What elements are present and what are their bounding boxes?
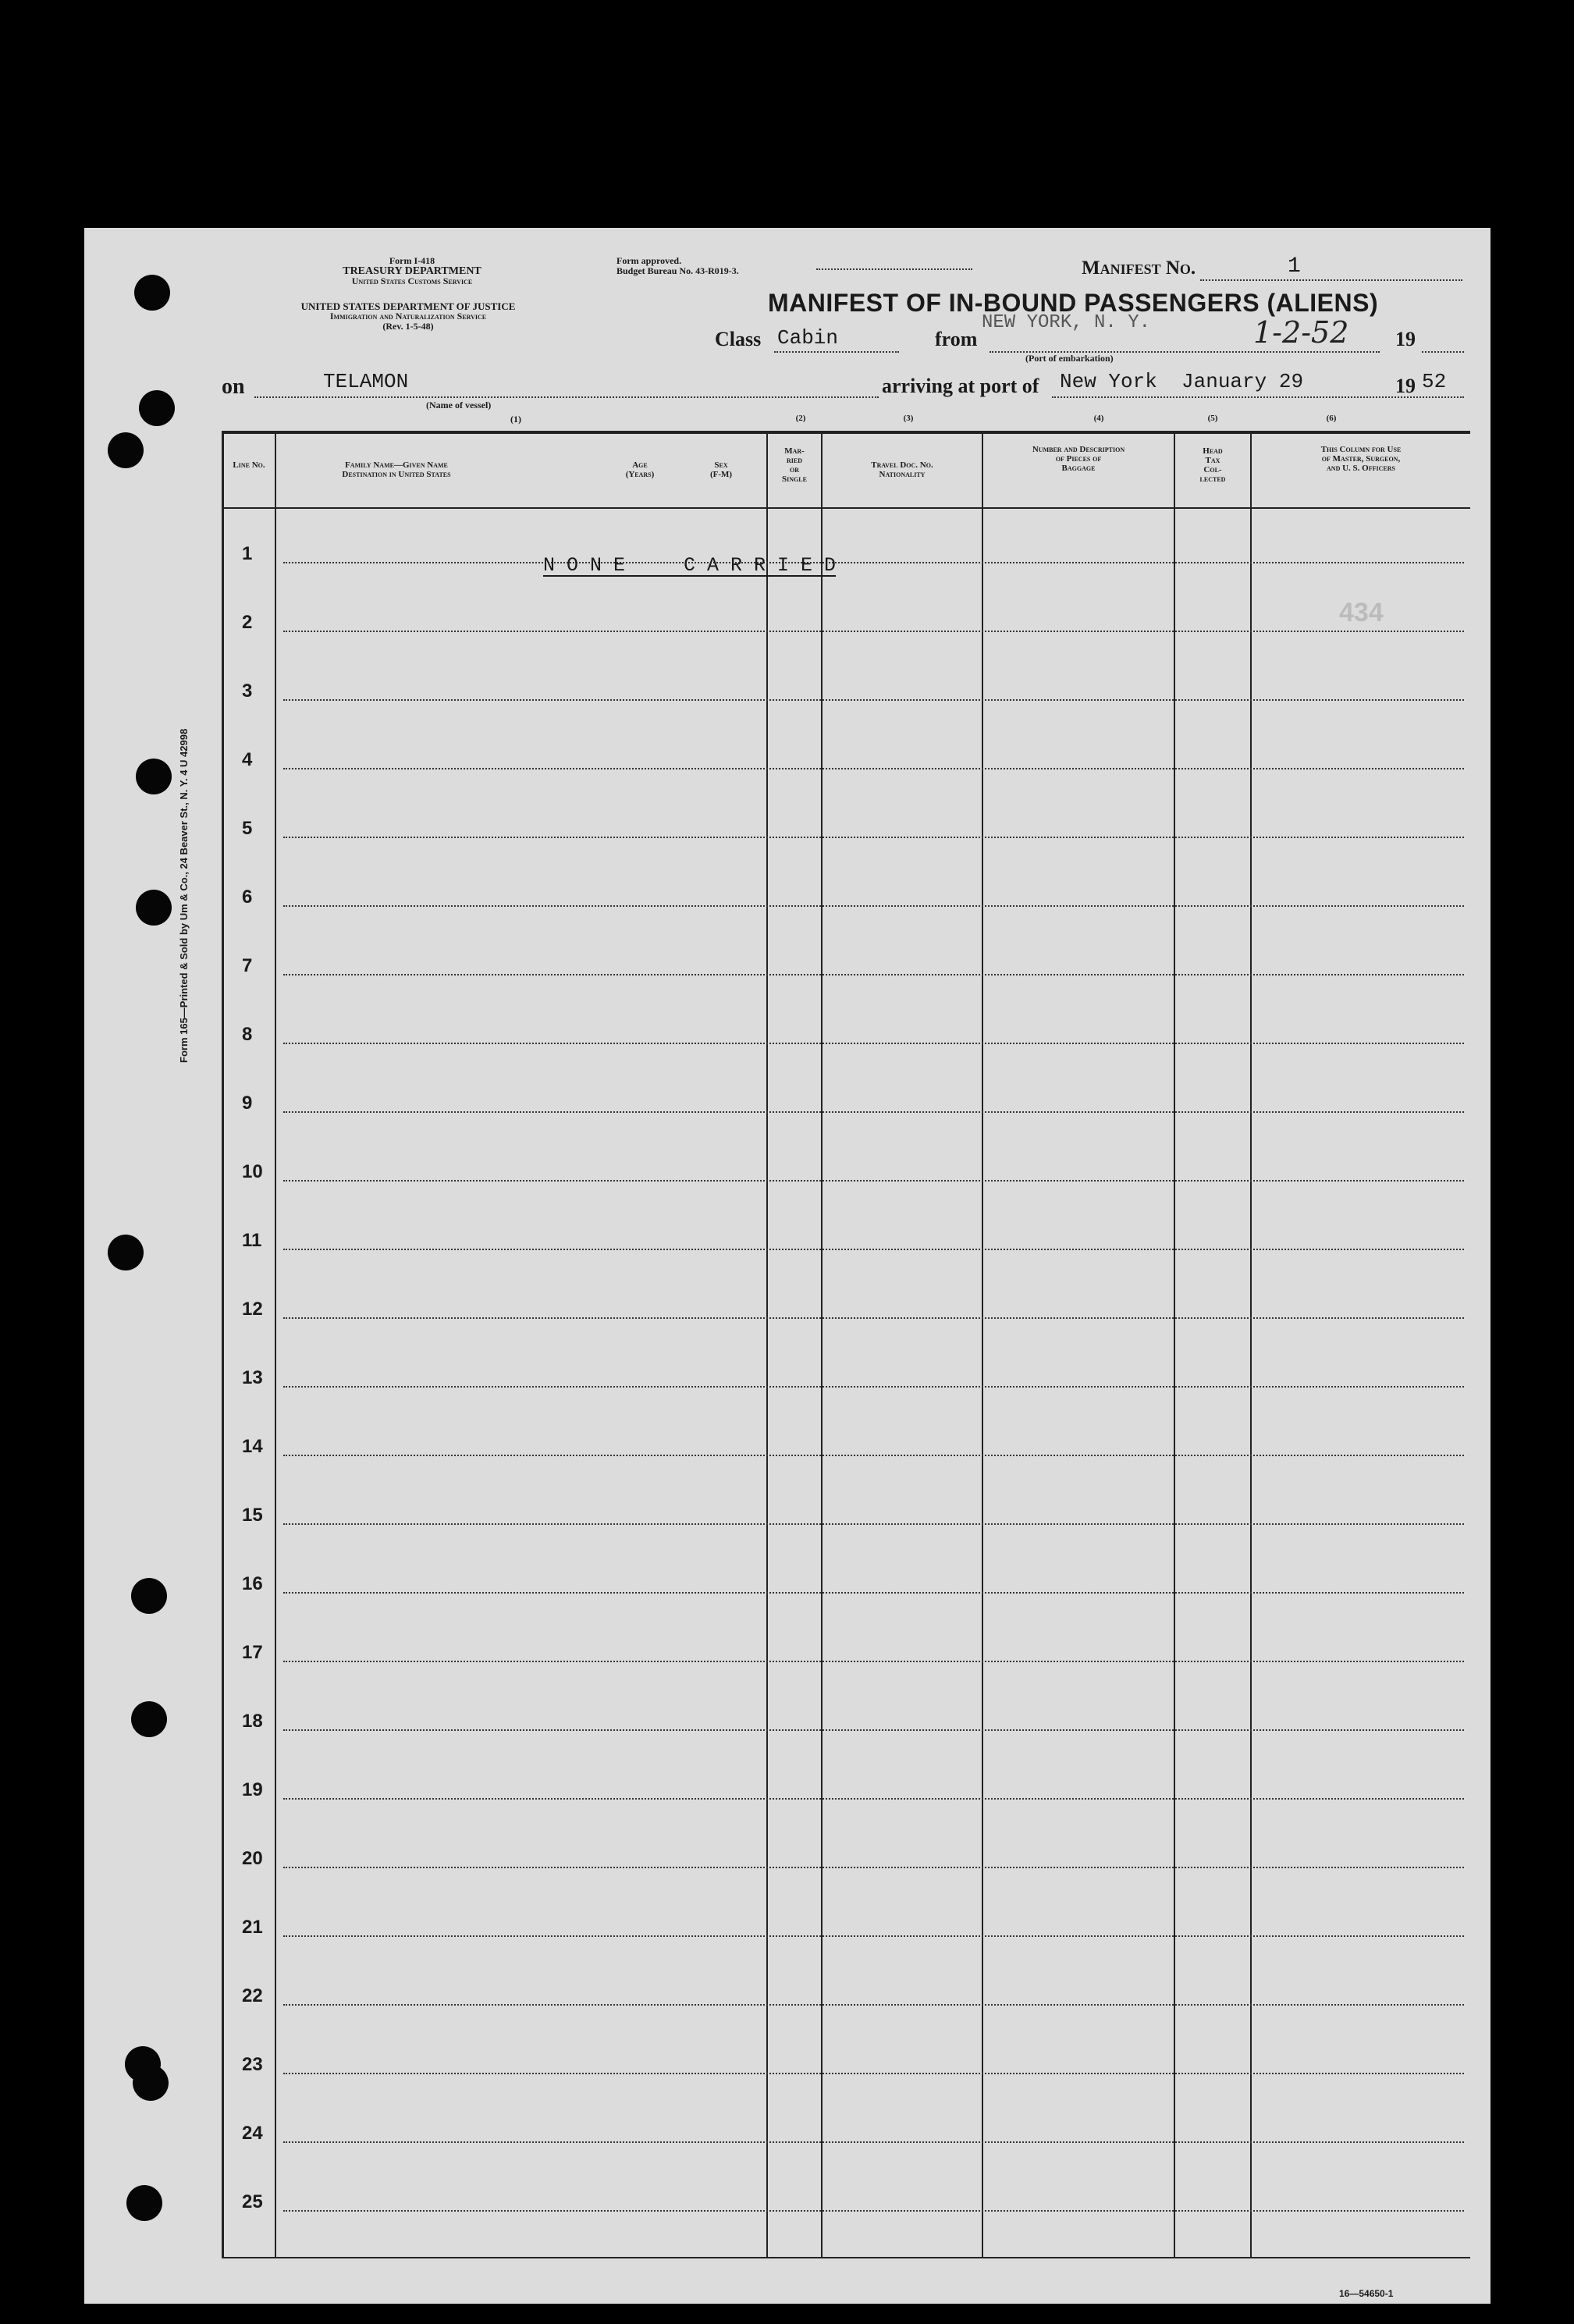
arrival-year-suffix: 52 <box>1422 370 1447 393</box>
header-travel <box>823 460 982 479</box>
table-row <box>84 1633 1491 1701</box>
manifest-sheet <box>84 228 1491 2304</box>
table-row <box>84 1152 1491 1221</box>
table-row <box>84 2113 1491 2182</box>
header-headtax-line2: Tax <box>1205 456 1220 465</box>
colnum-officers: (6) <box>1326 414 1337 423</box>
header-headtax-line4: lected <box>1199 474 1226 484</box>
header-age-line2: (Years) <box>625 470 655 479</box>
colnum-married: (2) <box>795 414 806 423</box>
header-sex-line1: Sex <box>714 460 728 470</box>
header-line-no-text: Line No. <box>233 460 265 470</box>
row-dotted-line <box>283 768 1464 769</box>
header-age <box>609 460 671 479</box>
row-dotted-line <box>283 1867 1464 1868</box>
row-dotted-line <box>283 1935 1464 1937</box>
row-dotted-line <box>283 1798 1464 1800</box>
header-married-line2: ried <box>786 456 802 465</box>
revision: (Rev. 1-5-48) <box>382 321 434 332</box>
punch-hole <box>134 275 170 311</box>
header-travel-line1: Travel Doc. No. <box>871 460 933 470</box>
row-dotted-line <box>283 562 1464 563</box>
header-officers-line1: This Column for Use <box>1320 445 1402 454</box>
manifest-no-value: 1 <box>1288 254 1301 279</box>
header-name <box>279 460 513 479</box>
row-dotted-line <box>283 2004 1464 2006</box>
row-dotted-line <box>283 1386 1464 1388</box>
header-travel-line2: Nationality <box>879 470 926 479</box>
vessel-dots <box>254 396 879 398</box>
row-line-number: 17 <box>242 1642 263 1663</box>
row-line-number: 11 <box>242 1230 262 1251</box>
row-line-number: 23 <box>242 2054 263 2075</box>
class-dots <box>774 351 899 353</box>
form-approved-block <box>616 256 739 276</box>
agency-block <box>318 256 506 286</box>
header-sex <box>690 460 752 479</box>
table-bottom-border <box>222 2257 1470 2258</box>
on-label: on <box>222 375 245 399</box>
table-top-border <box>222 431 1470 434</box>
printer-credit: Form 165—Printed & Sold by Um & Co., 24 Beaver St., N. Y. 4 U 42998 <box>178 728 190 1063</box>
table-row <box>84 1427 1491 1495</box>
colnum-travel: (3) <box>903 414 914 423</box>
budget-dots <box>816 268 972 270</box>
header-sex-line2: (F-M) <box>709 470 733 479</box>
from-value: NEW YORK, N. Y. <box>982 312 1151 333</box>
row-dotted-line <box>283 2141 1464 2143</box>
header-officers-line3: and U. S. Officers <box>1327 464 1395 473</box>
faint-stamp-number: 434 <box>1339 598 1384 627</box>
header-name-line1: Family Name—Given Name <box>345 460 448 470</box>
row-dotted-line <box>283 2210 1464 2212</box>
table-row <box>84 1907 1491 1976</box>
table-header-border <box>222 507 1470 509</box>
row-dotted-line <box>283 1111 1464 1113</box>
row-line-number: 20 <box>242 1848 263 1869</box>
colnum-headtax: (5) <box>1207 414 1218 423</box>
table-row <box>84 1770 1491 1839</box>
header-married-line1: Mar- <box>784 446 805 456</box>
header-married <box>768 446 821 484</box>
form-number: Form I-418 <box>389 255 435 266</box>
header-headtax-line1: Head <box>1203 446 1223 456</box>
row-line-number: 5 <box>242 818 253 839</box>
row-line-number: 2 <box>242 612 253 633</box>
from-label: from <box>935 328 978 350</box>
colnum-baggage: (4) <box>1093 414 1104 423</box>
table-row <box>84 808 1491 877</box>
vessel-caption: (Name of vessel) <box>426 400 492 410</box>
table-row <box>84 1976 1491 2045</box>
arriving-label: arriving at port of <box>882 375 1039 397</box>
row-line-number: 18 <box>242 1711 263 1732</box>
table-row <box>84 602 1491 671</box>
budget-bureau: Budget Bureau No. 43-R019-3. <box>616 265 739 276</box>
row-line-number: 19 <box>242 1779 263 1800</box>
row-dotted-line <box>283 699 1464 701</box>
header-headtax <box>1175 446 1250 484</box>
none-carried-entry: N O N E C A R R I E D <box>543 554 837 577</box>
table-row <box>84 671 1491 740</box>
row-dotted-line <box>283 1523 1464 1525</box>
row-line-number: 15 <box>242 1505 263 1526</box>
table-row <box>84 740 1491 808</box>
vessel-colnum: (1) <box>510 414 521 425</box>
header-officers <box>1252 445 1470 473</box>
header-baggage <box>983 445 1174 473</box>
row-line-number: 6 <box>242 887 253 908</box>
row-line-number: 7 <box>242 955 253 976</box>
print-code: 16—54650-1 <box>1339 2288 1394 2299</box>
table-row <box>84 1839 1491 1907</box>
table-row <box>84 1358 1491 1427</box>
header-name-line2: Destination in United States <box>342 470 451 479</box>
table-row <box>84 2045 1491 2113</box>
row-dotted-line <box>283 1249 1464 1250</box>
table-row <box>84 877 1491 946</box>
table-row <box>84 1564 1491 1633</box>
arrival-value: New York January 29 <box>1060 370 1304 393</box>
row-line-number: 10 <box>242 1161 263 1182</box>
from-date-handwritten: 1-2-52 <box>1253 315 1349 350</box>
page-title: MANIFEST OF IN-BOUND PASSENGERS (ALIENS) <box>768 289 1379 317</box>
row-line-number: 12 <box>242 1299 263 1320</box>
row-line-number: 8 <box>242 1024 253 1045</box>
table-row <box>84 1015 1491 1083</box>
row-line-number: 24 <box>242 2123 263 2144</box>
row-dotted-line <box>283 974 1464 975</box>
manifest-no-label: Manifest No. <box>1082 258 1196 279</box>
from-year-prefix: 19 <box>1395 328 1416 350</box>
row-line-number: 9 <box>242 1093 253 1114</box>
row-dotted-line <box>283 1592 1464 1594</box>
class-label: Class <box>715 328 762 350</box>
row-line-number: 4 <box>242 749 253 770</box>
table-row <box>84 2182 1491 2251</box>
row-line-number: 3 <box>242 680 253 702</box>
row-line-number: 16 <box>242 1573 263 1594</box>
arrival-year-prefix: 19 <box>1395 375 1416 397</box>
punch-hole <box>139 390 175 426</box>
customs-service: United States Customs Service <box>351 275 473 286</box>
header-baggage-line2: of Pieces of <box>1055 454 1102 464</box>
table-row <box>84 1083 1491 1152</box>
header-baggage-line3: Baggage <box>1061 464 1096 473</box>
row-dotted-line <box>283 837 1464 838</box>
row-line-number: 13 <box>242 1367 263 1388</box>
justice-block <box>225 301 592 332</box>
form-approved: Form approved. <box>616 255 682 266</box>
class-value: Cabin <box>777 326 839 350</box>
header-baggage-line1: Number and Description <box>1032 445 1125 454</box>
punch-hole <box>108 432 144 468</box>
row-dotted-line <box>283 1661 1464 1662</box>
table-row <box>84 1495 1491 1564</box>
treasury-dept: TREASURY DEPARTMENT <box>343 265 481 277</box>
row-dotted-line <box>283 1729 1464 1731</box>
header-officers-line2: of Master, Surgeon, <box>1321 454 1401 464</box>
vessel-name: TELAMON <box>323 370 409 393</box>
row-dotted-line <box>283 905 1464 907</box>
table-row <box>84 1701 1491 1770</box>
from-year-dots <box>1422 351 1464 353</box>
header-married-line3: or <box>790 465 799 474</box>
row-dotted-line <box>283 1317 1464 1319</box>
row-line-number: 22 <box>242 1985 263 2006</box>
port-embarkation-caption: (Port of embarkation) <box>1025 353 1114 364</box>
table-row <box>84 946 1491 1015</box>
row-dotted-line <box>283 1043 1464 1044</box>
header-headtax-line3: Col- <box>1203 465 1222 474</box>
manifest-no-dots <box>1200 279 1462 281</box>
table-row <box>84 1289 1491 1358</box>
row-line-number: 1 <box>242 543 253 564</box>
header-age-line1: Age <box>632 460 648 470</box>
header-married-line4: Single <box>782 474 807 484</box>
row-dotted-line <box>283 1455 1464 1456</box>
row-line-number: 14 <box>242 1436 263 1457</box>
ins-service: Immigration and Naturalization Service <box>329 311 487 322</box>
row-line-number: 21 <box>242 1917 263 1938</box>
row-line-number: 25 <box>242 2191 263 2212</box>
row-dotted-line <box>283 631 1464 632</box>
table-row <box>84 1221 1491 1289</box>
header-line-no <box>225 460 273 470</box>
justice-dept: UNITED STATES DEPARTMENT OF JUSTICE <box>300 300 516 312</box>
row-dotted-line <box>283 2073 1464 2074</box>
row-dotted-line <box>283 1180 1464 1182</box>
